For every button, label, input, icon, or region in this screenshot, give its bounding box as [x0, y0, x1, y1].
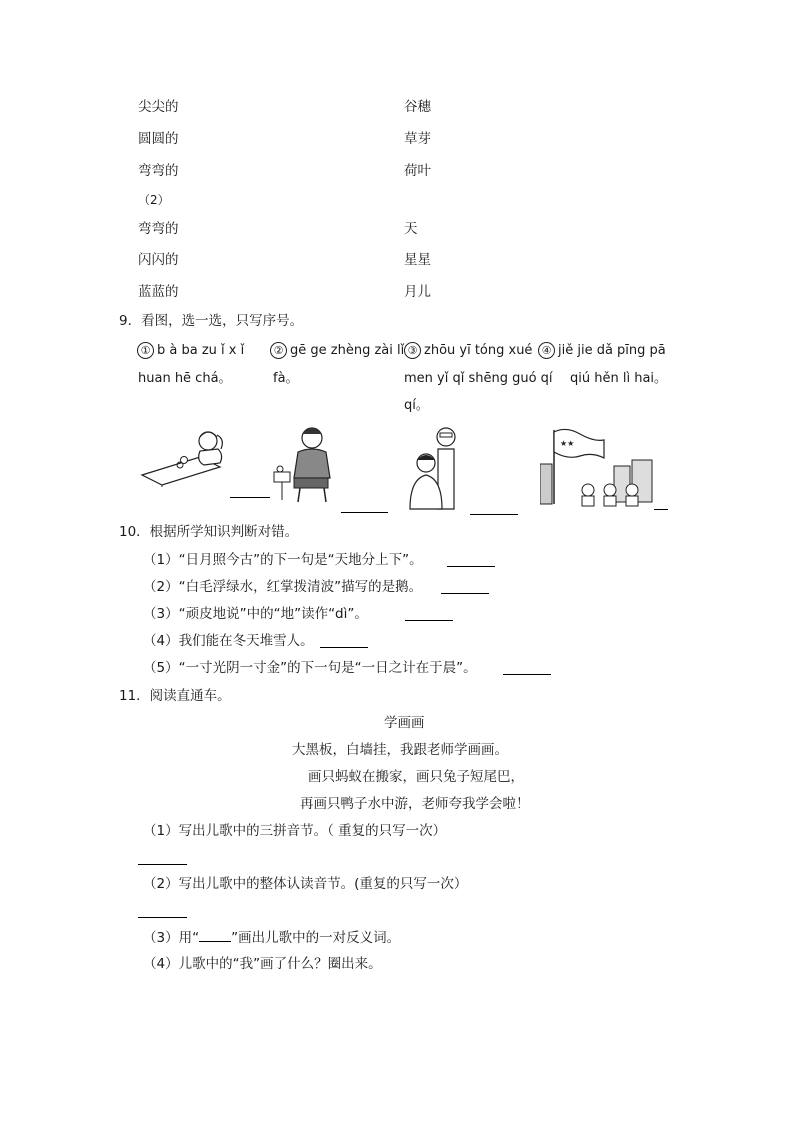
inline-blank [199, 931, 231, 942]
option-4 [538, 342, 666, 359]
answer-blank[interactable] [320, 647, 368, 648]
pair-left: 弯弯的 [138, 221, 179, 237]
pair-left: 蓝蓝的 [138, 284, 179, 300]
answer-blank[interactable] [470, 514, 518, 515]
pair-left: 弯弯的 [138, 163, 179, 179]
judge-item: （4）我们能在冬天堆雪人。 [143, 633, 314, 649]
judge-item: （1）“日月照今古”的下一句是“天地分上下”。 [143, 552, 423, 568]
sub-question-3 [143, 931, 400, 946]
part2-label: （2） [138, 193, 170, 207]
option-pinyin: gē ge zhèng zài lǐ [290, 343, 405, 358]
answer-blank[interactable] [441, 593, 489, 594]
answer-blank[interactable] [405, 620, 453, 621]
poem-line: 画只蚂蚁在搬家，画只兔子短尾巴， [308, 769, 524, 785]
option-1-line2: huan hē chá。 [138, 371, 232, 386]
poem-line: 再画只鸭子水中游，老师夸我学会啦！ [300, 796, 530, 812]
pair-left: 闪闪的 [138, 252, 179, 268]
option-3-line2: men yǐ qǐ shēng guó qí [404, 371, 553, 386]
option-pinyin: jiě jie dǎ pīng pā [558, 343, 666, 358]
pair-right: 草芽 [404, 131, 431, 147]
sub-question-3-prefix: （3）用“ [143, 930, 200, 946]
sub-question-4: （4）儿歌中的“我”画了什么？圈出来。 [143, 956, 382, 972]
option-pinyin: b à ba zu ǐ x ǐ [157, 343, 245, 358]
answer-blank[interactable] [341, 512, 388, 513]
judge-item: （5）“一寸光阴一寸金”的下一句是“一日之计在于晨”。 [143, 660, 477, 676]
answer-blank[interactable] [654, 509, 668, 510]
option-2-line2: fà。 [273, 371, 299, 386]
sub-question-2: （2）写出儿歌中的整体认读音节。(重复的只写一次） [143, 876, 468, 892]
pair-right: 星星 [404, 252, 431, 268]
question-11-title: 11．阅读直通车。 [119, 688, 231, 704]
option-number: ④ [538, 342, 555, 359]
option-3 [404, 342, 532, 359]
answer-blank[interactable] [230, 497, 270, 498]
option-number: ② [270, 342, 287, 359]
option-3-line3: qí。 [404, 398, 429, 413]
answer-blank[interactable] [138, 917, 187, 918]
answer-blank[interactable] [447, 566, 495, 567]
option-2 [270, 342, 404, 359]
poem-line: 大黑板，白墙挂，我跟老师学画画。 [292, 742, 508, 758]
judge-item: （2）“白毛浮绿水，红掌拨清波”描写的是鹅。 [143, 579, 423, 595]
option-pinyin: zhōu yī tóng xué [424, 343, 533, 358]
svg-text:★★: ★★ [560, 439, 575, 448]
girl-drinking-tea-illustration [140, 427, 230, 487]
pair-right: 荷叶 [404, 163, 431, 179]
answer-blank[interactable] [503, 674, 551, 675]
option-1 [137, 342, 244, 359]
option-4-line2: qiú hěn lì hai。 [570, 371, 668, 386]
judge-item: （3）“顽皮地说”中的“地”读作“dì”。 [143, 606, 368, 622]
pair-right: 谷穗 [404, 99, 431, 115]
haircut-illustration [406, 425, 466, 510]
pair-left: 圆圆的 [138, 131, 179, 147]
answer-blank[interactable] [138, 864, 187, 865]
pair-right: 月儿 [404, 284, 431, 300]
sub-question-1: （1）写出儿歌中的三拼音节。（ 重复的只写一次） [143, 823, 447, 839]
question-10-title: 10．根据所学知识判断对错。 [119, 524, 299, 540]
man-drinking-tea-illustration [272, 424, 342, 504]
poem-title: 学画画 [384, 715, 425, 731]
flag-raising-illustration [540, 428, 658, 508]
option-number: ① [137, 342, 154, 359]
pair-right: 天 [404, 221, 418, 237]
question-9-title: 9．看图，选一选，只写序号。 [119, 313, 304, 329]
pair-left: 尖尖的 [138, 99, 179, 115]
option-number: ③ [404, 342, 421, 359]
sub-question-3-suffix: ”画出儿歌中的一对反义词。 [231, 930, 401, 946]
